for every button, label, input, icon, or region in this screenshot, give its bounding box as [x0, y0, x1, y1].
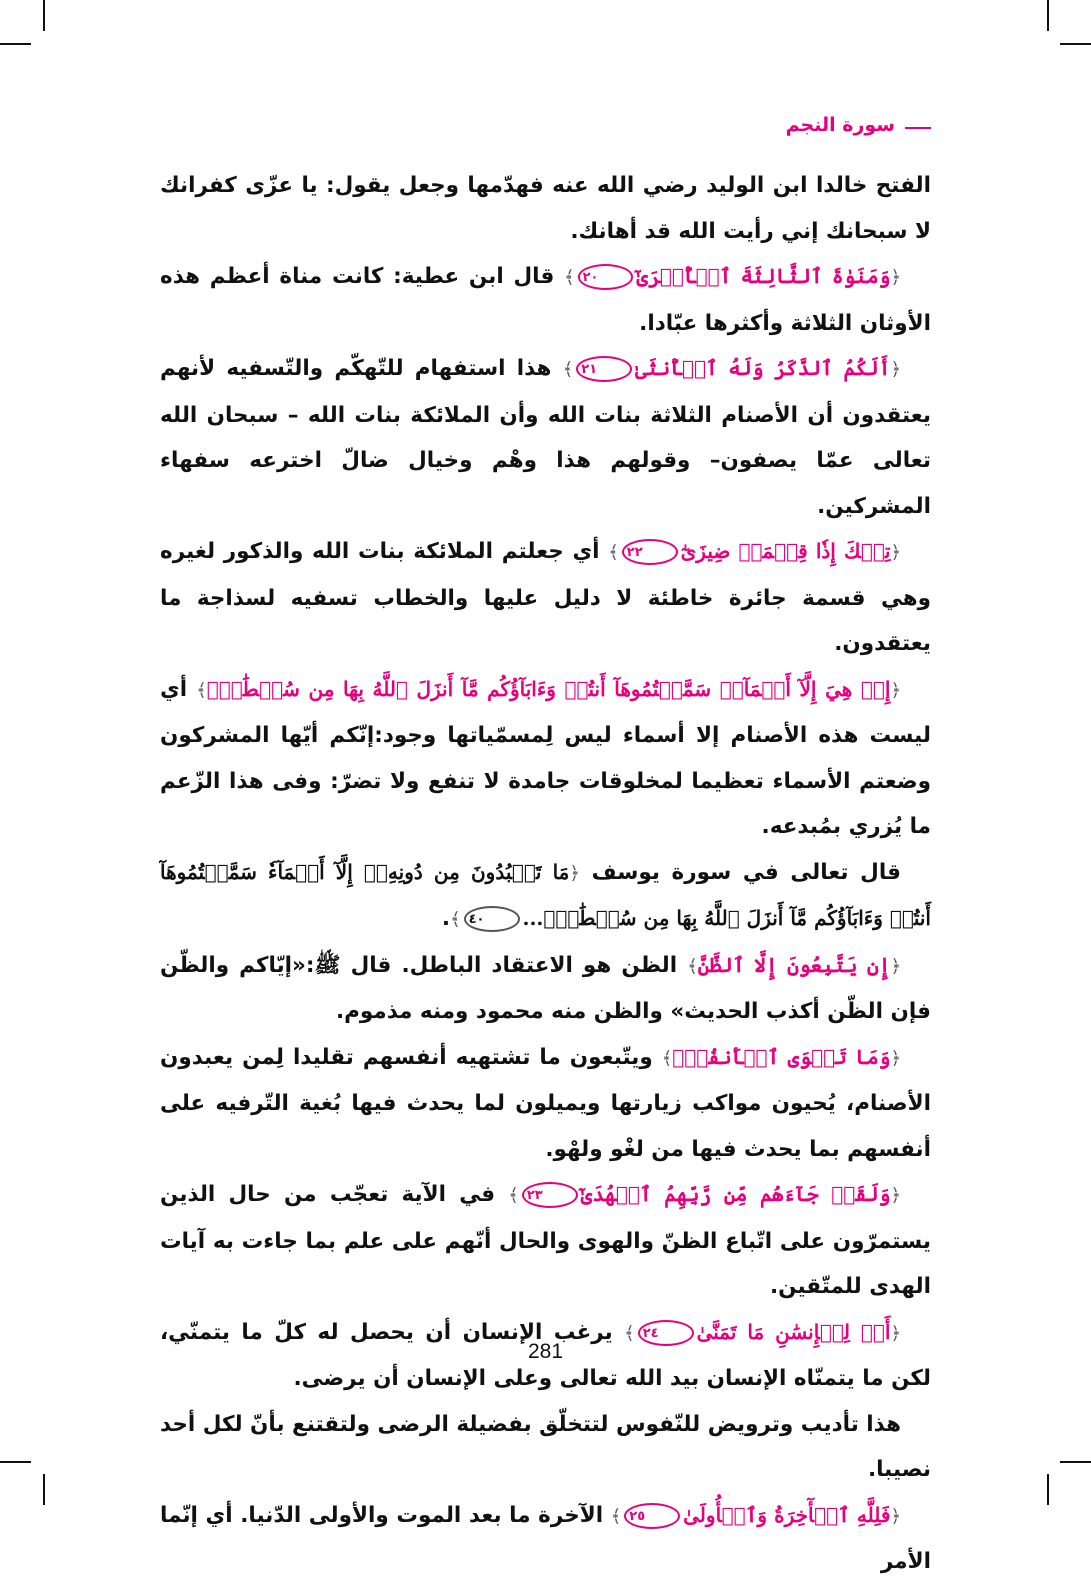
surah-title: سورة النجم [785, 114, 895, 136]
verse-open-bracket: ﴿ [890, 359, 901, 380]
paragraph-text: الظن هو الاعتقاد الباطل. قال ﷺ:«إيّاكم والظّن فإن الظّن أكذب الحديث» والظن منه محمود ومنه مذموم. [160, 952, 931, 1024]
quran-verse: أَمۡ لِلۡإِنسَٰنِ مَا تَمَنَّىٰ [696, 1319, 891, 1344]
verse-close-bracket: ﴾ [661, 1047, 673, 1069]
crop-mark-bottom-left-horizontal [0, 1461, 31, 1463]
paragraph-text: في الآية تعجّب من حال الذين يستمرّون على اتّباع الظنّ والهوى والحال أنّهم على علم بما جاءت به آيات الهدى للمتّقين. [160, 1182, 931, 1299]
verse-open-bracket: ﴿ [890, 542, 901, 563]
verse-open-bracket: ﴿ [569, 862, 580, 884]
crop-mark-bottom-right-horizontal [1060, 1461, 1091, 1463]
paragraph [160, 163, 931, 254]
header-rule [905, 127, 931, 129]
verse-open-bracket: ﴿ [890, 1047, 901, 1069]
paragraph [160, 1172, 931, 1310]
paragraph [160, 529, 931, 667]
crop-mark-top-left-horizontal [0, 43, 31, 45]
quran-verse: وَمَنَوٰةَ ٱلثَّالِثَةَ ٱلۡأُخۡرَىٰٓ [636, 264, 891, 288]
paragraph [160, 850, 931, 943]
verse-close-bracket: ﴾ [610, 1505, 622, 1527]
running-header [786, 114, 931, 136]
paragraph [160, 1493, 931, 1585]
verse-close-bracket: ﴾ [608, 542, 619, 563]
verse-close-bracket: ﴾ [450, 909, 461, 930]
crop-mark-top-left-vertical [43, 0, 45, 31]
quran-verse: وَمَا تَهۡوَى ٱلۡأَنفُسُۖ [672, 1044, 891, 1069]
quran-verse: تِلۡكَ إِذٗا قِسۡمَةٞ ضِيزَىٰٓ [680, 539, 891, 563]
paragraph-text: ويتّبعون ما تشتهيه أنفسهم تقليدا لِمن يعبدون الأصنام، يُحيون مواكب زيارتها ويميلون لما يحدث فيها بُغية التّرفيه على أنفسهم بما يحدث فيها من لغْو ولهْو. [160, 1044, 931, 1162]
verse-open-bracket: ﴿ [890, 267, 901, 288]
ayah-number-badge: ٤٠ [464, 906, 520, 932]
paragraph [160, 943, 931, 1035]
paragraph-text: هذا تأديب وترويض للنّفوس لتتخلّق بفضيلة الرضى ولتقتنع بأنّ لكل أحد نصيبا. [160, 1411, 931, 1482]
verse-open-bracket: ﴿ [890, 1505, 901, 1527]
verse-open-bracket: ﴿ [890, 955, 901, 977]
quran-verse: فَلِلَّهِ ٱلۡأٓخِرَةُ وَٱلۡأُولَىٰ [683, 1502, 891, 1527]
ayah-number-badge: ٢١ [576, 356, 632, 382]
paragraph-text: الآخرة ما بعد الموت والأولى الدّنيا. أي إنّما الأمر [160, 1502, 931, 1574]
page-body [160, 163, 931, 1585]
quran-verse: أَلَكُمُ ٱلذَّكَرُ وَلَهُ ٱلۡأُنثَىٰ [635, 356, 891, 380]
ayah-number-badge: ٢٢ [622, 539, 678, 565]
verse-open-bracket: ﴿ [890, 679, 901, 701]
verse-close-bracket: ﴾ [564, 267, 575, 288]
paragraph-text: هذا استفهام للتّهكّم والتّسفيه لأنهم يعتقدون أن الأصنام الثلاثة بنات الله وأن الملائكة بنات الله – سبحان الله تعالى عمّا يصفون– وقولهم هذا وهْم وخيال ضالّ اخترعه سفهاء المشركين. [160, 356, 931, 519]
ayah-number-badge: ٢٤ [638, 1320, 694, 1346]
ayah-number-badge: ٢٥ [624, 1503, 680, 1529]
ayah-number-badge: ٢٣ [522, 1182, 578, 1208]
paragraph-prefix: قال تعالى في سورة يوسف [591, 859, 901, 885]
verse-close-bracket: ﴾ [687, 955, 698, 977]
paragraph-text: قال ابن عطية: كانت مناة أعظم هذه الأوثان الثلاثة وأكثرها عبّادا. [160, 264, 931, 336]
paragraph [160, 1402, 931, 1493]
crop-mark-bottom-left-vertical [43, 1474, 45, 1505]
quran-verse: وَلَقَدۡ جَآءَهُم مِّن رَّبِّهِمُ ٱلۡهُدَىٰٓ [580, 1182, 891, 1206]
quran-verse: إِنۡ هِيَ إِلَّآ أَسۡمَآءٞ سَمَّيۡتُمُوهَآ أَنتُمۡ وَءَابَآؤُكُم مَّآ أَنزَلَ ٱللَّهُ بِهَا مِن سُلۡطَٰنٍۚ [206, 676, 891, 701]
quran-verse: إِن يَتَّبِعُونَ إِلَّا ٱلظَّنَّ [697, 952, 891, 977]
quran-verse: مَا تَعۡبُدُونَ مِن دُونِهِۦٓ إِلَّآ أَسۡمَآءٗ سَمَّيۡتُمُوهَآ أَنتُمۡ وَءَابَآؤُكُم مَّآ أَنزَلَ ٱللَّهُ بِهَا مِن سُلۡطَٰنٍۚ... [160, 859, 931, 930]
verse-close-bracket: ﴾ [196, 679, 207, 701]
paragraph [160, 254, 931, 346]
paragraph-text: . [441, 906, 451, 931]
verse-open-bracket: ﴿ [890, 1322, 901, 1344]
crop-mark-top-right-vertical [1047, 0, 1049, 31]
paragraph [160, 667, 931, 850]
verse-open-bracket: ﴿ [890, 1185, 902, 1206]
paragraph [160, 346, 931, 529]
crop-mark-top-right-horizontal [1060, 43, 1091, 45]
paragraph-text: يرغب الإنسان أن يحصل له كلّ ما يتمنّي، لكن ما يتمنّاه الإنسان بيد الله تعالى وعلى الإنسان أن يرضى. [160, 1319, 931, 1391]
verse-close-bracket: ﴾ [624, 1322, 635, 1344]
crop-mark-bottom-right-vertical [1047, 1474, 1049, 1505]
paragraph-text: أي ليست هذه الأصنام إلا أسماء ليس لِمسمّياتها وجود:إنّكم أيّها المشركون وضعتم الأسماء تعظيما لمخلوقات جامدة لا تنفع ولا تضرّ: وفى هذا الزّعم ما يُزري بمُبدعه. [160, 676, 931, 839]
ayah-number-badge: ٢٠ [578, 264, 634, 290]
page-number: 281 [527, 1340, 564, 1363]
verse-close-bracket: ﴾ [562, 359, 574, 380]
verse-close-bracket: ﴾ [508, 1185, 519, 1206]
paragraph-text: أي جعلتم الملائكة بنات الله والذكور لغيره وهي قسمة جائرة خاطئة لا دليل عليها والخطاب تسفيه لسذاجة ما يعتقدون. [160, 539, 931, 656]
paragraph [160, 1035, 931, 1173]
paragraph-text: الفتح خالدا ابن الوليد رضي الله عنه فهدّمها وجعل يقول: يا عزّى كفرانك لا سبحانك إني رأيت الله قد أهانك. [160, 173, 931, 244]
